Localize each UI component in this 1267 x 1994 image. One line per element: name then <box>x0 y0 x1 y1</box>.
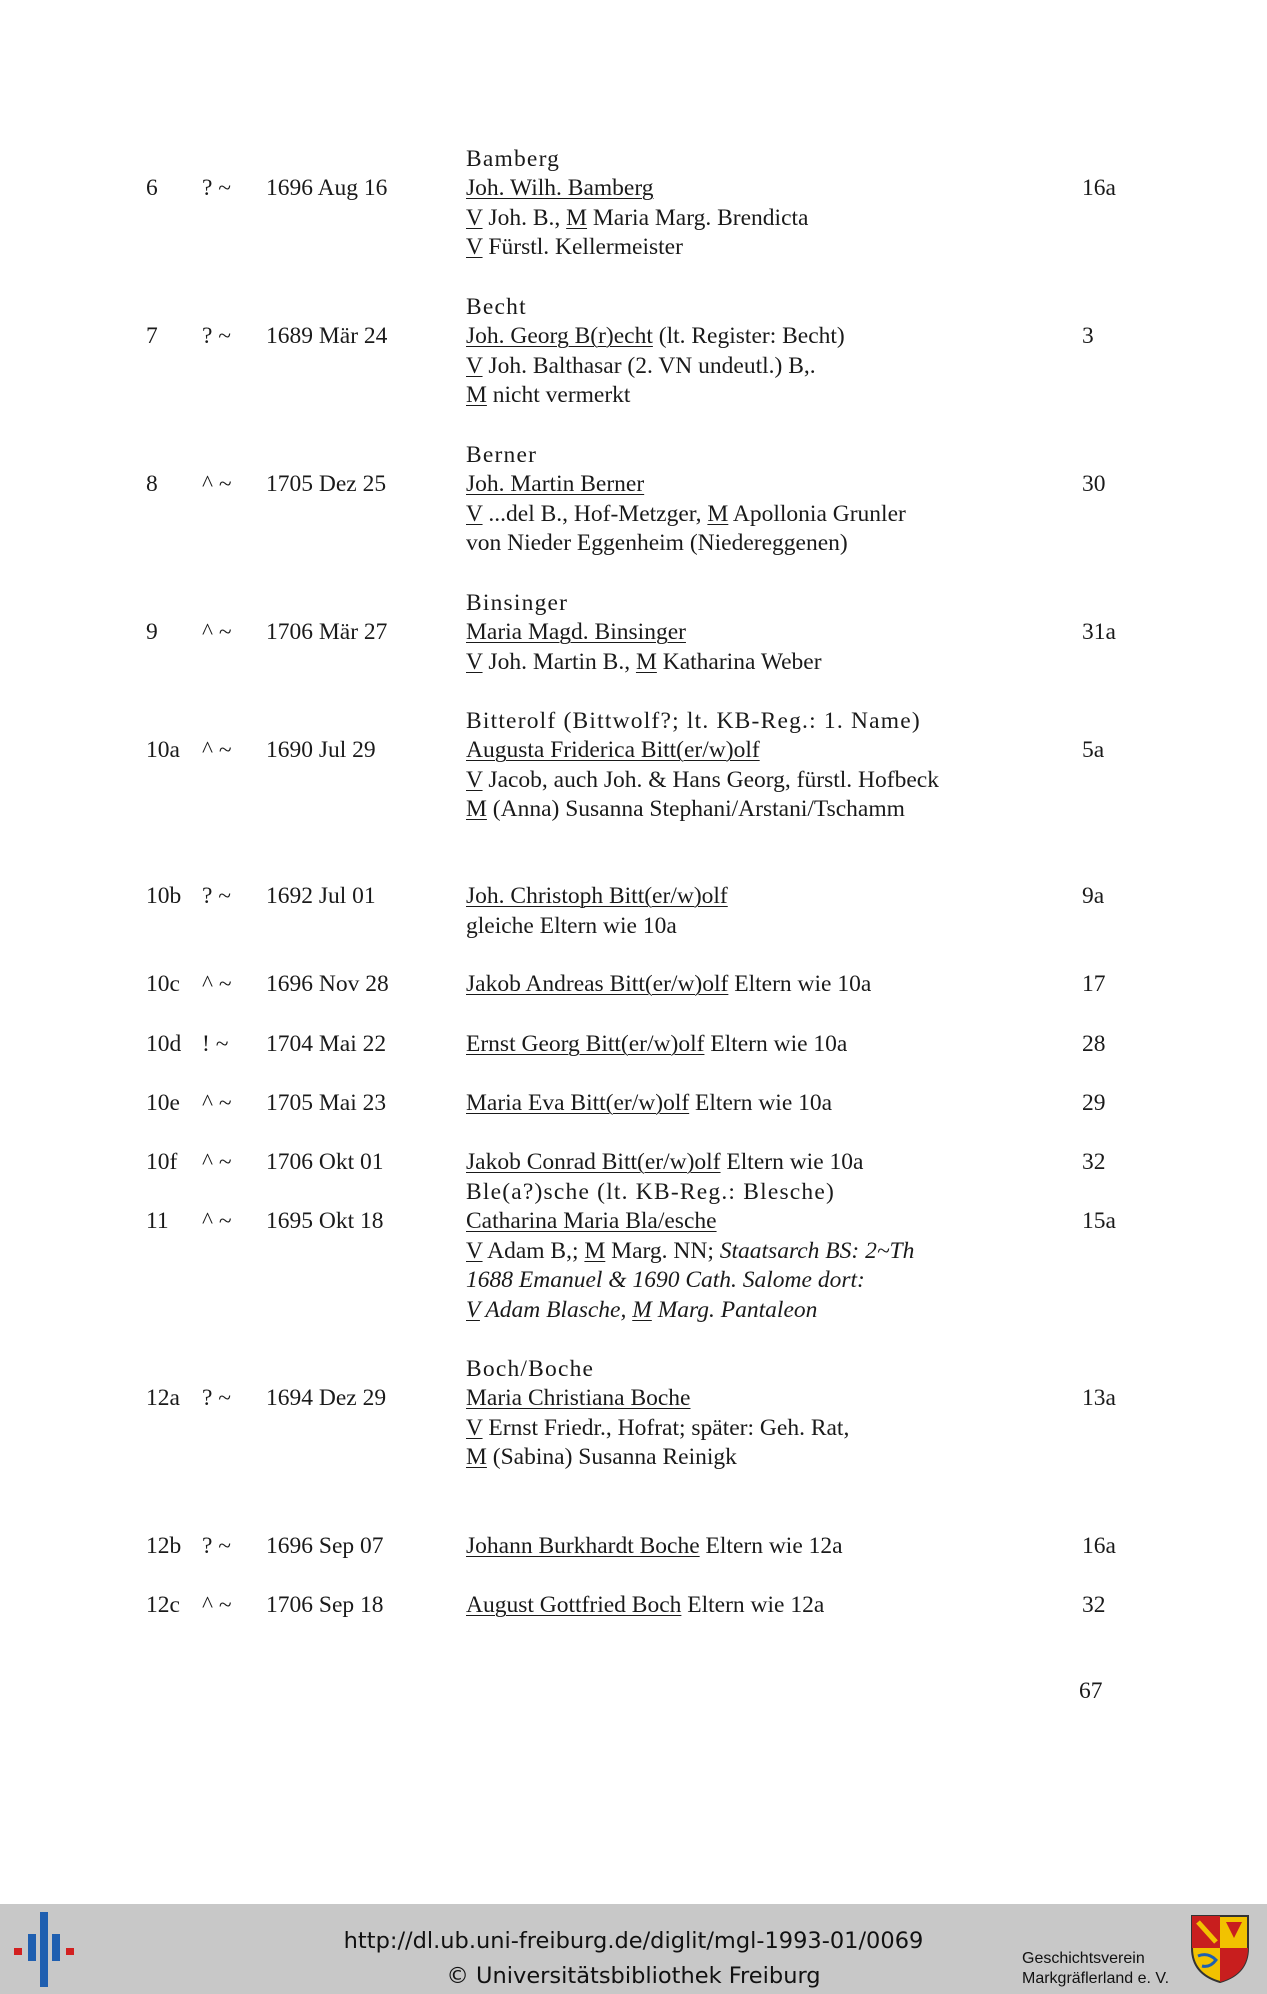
entry-body <box>466 1591 1026 1621</box>
entry-reference: 29 <box>1082 1090 1106 1116</box>
surname-heading: Binsinger <box>466 589 569 616</box>
entry-mark: ? ~ <box>202 323 232 349</box>
entry-text: Jacob, auch Joh. & Hans Georg, fürstl. Hofbeck <box>482 766 939 793</box>
entry-mark: ! ~ <box>202 1031 229 1057</box>
entry-line <box>466 795 1026 825</box>
entry-text: Eltern wie 10a <box>728 971 872 997</box>
entry-number: 9 <box>146 619 158 645</box>
entry-text: von Nieder Eggenheim (Niedereggenen) <box>466 530 848 556</box>
entry-date: 1706 Sep 18 <box>266 1592 384 1618</box>
entry-text: Eltern wie 12a <box>699 1533 843 1559</box>
entry-text: Eltern wie 10a <box>720 1149 864 1175</box>
entry-text: Eltern wie 10a <box>689 1090 833 1116</box>
entry-body <box>466 1355 1026 1473</box>
entry-line <box>466 500 1026 530</box>
entry-text: nicht vermerkt <box>486 382 631 408</box>
entry-reference: 3 <box>1082 323 1094 349</box>
entry-mark: ^ ~ <box>202 1090 232 1116</box>
entry-text: 1688 Emanuel & 1690 Cath. Salome dort: <box>466 1267 865 1293</box>
entry-text: Eltern wie 10a <box>704 1031 848 1057</box>
entry-text: Maria Christiana Boche <box>466 1385 691 1411</box>
entry-mark: ? ~ <box>202 883 232 909</box>
entry-text: Joh. Martin B., <box>482 648 636 675</box>
entry-text: Maria Eva Bitt(er/w)olf <box>466 1090 690 1116</box>
entry-line <box>466 912 1026 942</box>
entry-mark: ^ ~ <box>202 1592 232 1618</box>
entry-number: 10c <box>146 971 180 997</box>
entry-text: Jakob Andreas Bitt(er/w)olf <box>466 971 729 997</box>
entry-body <box>466 882 1026 941</box>
source-url-link[interactable]: http://dl.ub.uni-freiburg.de/diglit/mgl-1993-01/0069 <box>343 1928 924 1954</box>
entry-line <box>466 470 1026 500</box>
copyright-text: © Universitätsbibliothek Freiburg <box>446 1963 821 1989</box>
entry-text: Joh. Georg B(r)echt <box>466 323 653 349</box>
entry-text: Joh. Martin Berner <box>466 471 645 497</box>
entry-text: V <box>466 352 483 379</box>
entry-line <box>466 1384 1026 1414</box>
entry-text: Fürstl. Kellermeister <box>482 234 683 260</box>
entry-text: Catharina Maria Bla/esche <box>466 1208 717 1234</box>
entry-text: Johann Burkhardt Boche <box>466 1533 700 1559</box>
entry-line <box>466 352 1026 382</box>
entry-text: August Gottfried Boch <box>466 1592 682 1618</box>
entry-text: Ernst Georg Bitt(er/w)olf <box>466 1031 705 1057</box>
entry-line <box>466 618 1026 648</box>
entry-line <box>466 1532 1026 1562</box>
entry-number: 10d <box>146 1031 182 1057</box>
entry-body <box>466 145 1026 263</box>
entry-line <box>466 441 1026 471</box>
entry-number: 12b <box>146 1533 182 1559</box>
entry-text: M <box>466 796 487 822</box>
entry-date: 1706 Okt 01 <box>266 1149 384 1175</box>
entry-number: 7 <box>146 323 158 349</box>
entry-line <box>466 1237 1026 1267</box>
entry-text: Eltern wie 12a <box>681 1592 825 1618</box>
entry-text: M <box>635 648 657 675</box>
entry-line <box>466 766 1026 796</box>
surname-heading: Becht <box>466 293 527 320</box>
entry-number: 10e <box>146 1090 180 1116</box>
surname-heading: Bitterolf (Bittwolf?; lt. KB-Reg.: 1. Name) <box>466 707 921 734</box>
entry-date: 1696 Sep 07 <box>266 1533 384 1559</box>
entry-number: 10a <box>146 737 180 763</box>
entry-date: 1695 Okt 18 <box>266 1208 384 1234</box>
entry-mark: ^ ~ <box>202 1208 232 1234</box>
entry-reference: 32 <box>1082 1149 1106 1175</box>
entry-body <box>466 970 1026 1000</box>
entry-mark: ^ ~ <box>202 1149 232 1175</box>
entry-reference: 16a <box>1082 175 1116 201</box>
entry-number: 10f <box>146 1149 178 1175</box>
entry-text: V <box>466 234 483 260</box>
entry-text: V <box>466 1414 483 1441</box>
entry-reference: 5a <box>1082 737 1105 763</box>
entry-date: 1705 Mai 23 <box>266 1090 387 1116</box>
entry-reference: 28 <box>1082 1031 1106 1057</box>
entry-line <box>466 1089 1026 1119</box>
entry-line <box>466 1414 1026 1444</box>
entry-text: M <box>466 382 487 408</box>
entry-reference: 9a <box>1082 883 1105 909</box>
entry-mark: ? ~ <box>202 175 232 201</box>
entry-text: (lt. Register: Becht) <box>652 323 845 349</box>
entry-body <box>466 441 1026 559</box>
surname-heading: Bamberg <box>466 145 561 172</box>
entry-body <box>466 293 1026 411</box>
society-name-line1: Geschichtsverein <box>1022 1950 1145 1967</box>
entry-line <box>466 1591 1026 1621</box>
entry-number: 6 <box>146 175 158 201</box>
entry-text: Adam B,; <box>482 1237 585 1264</box>
entry-body <box>466 1030 1026 1060</box>
entry-body <box>466 1178 1026 1326</box>
entry-text: Apollonia Grunler <box>728 500 906 527</box>
society-crest-icon <box>1188 1912 1252 1984</box>
entry-body <box>466 1089 1026 1119</box>
entry-date: 1706 Mär 27 <box>266 619 388 645</box>
entry-text: M <box>584 1237 606 1264</box>
entry-line <box>466 529 1026 559</box>
entry-text: V <box>466 500 483 527</box>
entry-text: Joh. Christoph Bitt(er/w)olf <box>466 883 728 909</box>
entry-line <box>466 233 1026 263</box>
entry-line <box>466 736 1026 766</box>
entry-text: V <box>466 204 483 231</box>
entry-line <box>466 648 1026 678</box>
entry-body <box>466 1532 1026 1562</box>
society-name <box>1022 1949 1169 1989</box>
entry-line <box>466 1030 1026 1060</box>
entry-text: Joh. Balthasar (2. VN undeutl.) B,. <box>482 352 816 379</box>
entry-text: Katharina Weber <box>656 648 822 675</box>
entry-text: V <box>466 1237 483 1264</box>
entry-text: (Anna) Susanna Stephani/Arstani/Tschamm <box>486 796 905 822</box>
entry-text: (Sabina) Susanna Reinigk <box>486 1444 737 1470</box>
entry-date: 1704 Mai 22 <box>266 1031 387 1057</box>
entry-date: 1692 Jul 01 <box>266 883 376 909</box>
entry-number: 10b <box>146 883 182 909</box>
entry-text: Joh. Wilh. Bamberg <box>466 175 654 201</box>
surname-heading: Berner <box>466 441 538 468</box>
entry-line <box>466 174 1026 204</box>
entry-text: M <box>566 204 588 231</box>
entry-text: M <box>466 1444 487 1470</box>
entry-text: ...del B., Hof-Metzger, <box>482 500 708 527</box>
entry-line <box>466 707 1026 737</box>
entry-number: 12c <box>146 1592 180 1618</box>
society-name-line2: Markgräflerland e. V. <box>1022 1970 1170 1987</box>
entry-line <box>466 970 1026 1000</box>
entry-text: V <box>466 766 483 793</box>
entry-reference: 15a <box>1082 1208 1116 1234</box>
entry-date: 1696 Nov 28 <box>266 971 389 997</box>
entry-number: 12a <box>146 1385 180 1411</box>
entry-mark: ^ ~ <box>202 471 232 497</box>
entry-line <box>466 1178 1026 1208</box>
entry-number: 11 <box>146 1208 169 1234</box>
entry-text: gleiche Eltern wie 10a <box>466 912 677 939</box>
entry-date: 1696 Aug 16 <box>266 175 388 201</box>
entry-line <box>466 1207 1026 1237</box>
entry-text: M <box>707 500 729 527</box>
entry-date: 1690 Jul 29 <box>266 737 376 763</box>
page-number: 67 <box>1079 1678 1103 1704</box>
entry-date: 1705 Dez 25 <box>266 471 387 497</box>
entry-line <box>466 1148 1026 1178</box>
footer-bar <box>0 1904 1267 1994</box>
entry-line <box>466 589 1026 619</box>
entry-body <box>466 707 1026 825</box>
entry-text: Jakob Conrad Bitt(er/w)olf <box>466 1149 721 1175</box>
entry-reference: 31a <box>1082 619 1116 645</box>
entry-text: Staatsarch BS: 2~Th <box>719 1237 915 1264</box>
entry-line <box>466 1355 1026 1385</box>
entry-mark: ? ~ <box>202 1385 232 1411</box>
entry-text: Marg. NN; <box>605 1237 720 1264</box>
entry-text: Adam Blasche, <box>479 1296 633 1323</box>
entry-text: Marg. Pantaleon <box>651 1296 818 1323</box>
entry-text: Augusta Friderica Bitt(er/w)olf <box>466 737 760 763</box>
entry-date: 1689 Mär 24 <box>266 323 388 349</box>
entry-line <box>466 1443 1026 1473</box>
entry-text: Maria Magd. Binsinger <box>466 619 686 645</box>
entry-line <box>466 882 1026 912</box>
entry-reference: 16a <box>1082 1533 1116 1559</box>
entry-mark: ^ ~ <box>202 971 232 997</box>
entry-line <box>466 1266 1026 1296</box>
entry-mark: ^ ~ <box>202 619 232 645</box>
entry-number: 8 <box>146 471 158 497</box>
entry-mark: ^ ~ <box>202 737 232 763</box>
entry-text: V <box>466 1296 480 1323</box>
entry-text: Ernst Friedr., Hofrat; später: Geh. Rat, <box>482 1414 850 1441</box>
entry-mark: ? ~ <box>202 1533 232 1559</box>
entry-text: Joh. B., <box>482 204 567 231</box>
entry-text: M <box>632 1296 652 1323</box>
entry-text: Maria Marg. Brendicta <box>587 204 809 231</box>
entry-date: 1694 Dez 29 <box>266 1385 387 1411</box>
entry-body <box>466 589 1026 678</box>
entry-reference: 32 <box>1082 1592 1106 1618</box>
entry-body <box>466 1148 1026 1178</box>
entry-text: V <box>466 648 483 675</box>
entry-reference: 30 <box>1082 471 1106 497</box>
entry-line <box>466 1296 1026 1326</box>
entry-reference: 13a <box>1082 1385 1116 1411</box>
entry-line <box>466 322 1026 352</box>
entry-line <box>466 293 1026 323</box>
entry-reference: 17 <box>1082 971 1106 997</box>
entry-line <box>466 381 1026 411</box>
entry-line <box>466 204 1026 234</box>
entry-line <box>466 145 1026 175</box>
surname-heading: Boch/Boche <box>466 1355 595 1382</box>
surname-heading: Ble(a?)sche (lt. KB-Reg.: Blesche) <box>466 1178 836 1205</box>
